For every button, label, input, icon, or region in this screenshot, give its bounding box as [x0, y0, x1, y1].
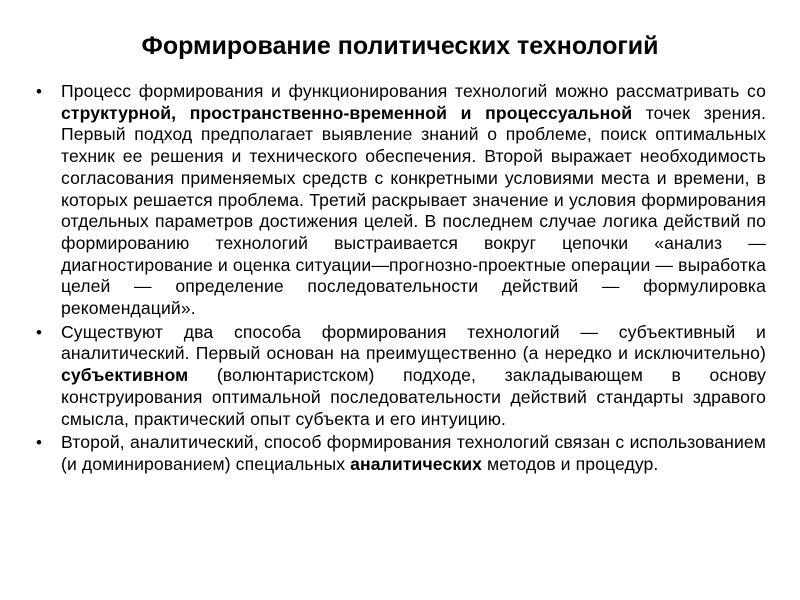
bullet-marker-icon: • [36, 322, 43, 342]
bullet-text-segment: Процесс формирования и функционирования технологий можно рассматривать со [61, 81, 766, 101]
bullet-text-segment: Существуют два способа формирования технологий — субъективный и аналитический. Первый основан на преимущественно (а нередко и исключительно) [61, 321, 766, 364]
bullet-text-segment: точек зрения. Первый подход предполагает выявление знаний о проблеме, поиск оптимальных техник ее решения и технического обеспечения. Второй выражает необходимость согласования применяемых средств с конкретными условиями места и времени, в которых решается проблема. Третий раскрывает значение и условия формирования отдельных параметров достижения целей. В последнем случае логика действий по формированию технологий выстраивается вокруг цепочки «анализ — диагностирование и оценка ситуации—прогнозно-проектные операции — выработка целей — определение последовательности действий — формулировка рекомендаций». [61, 102, 766, 319]
bullet-item [36, 432, 766, 475]
bullet-item [36, 81, 766, 320]
bullet-item [36, 322, 766, 431]
bullet-bold-segment: аналитических [350, 453, 483, 474]
bullet-text-segment: Второй, аналитический, способ формирования технологий связан с использованием (и доминированием) специальных [61, 432, 766, 474]
slide-title: Формирование политических технологий [141, 32, 659, 60]
bullet-text-segment: методов и процедур. [482, 453, 659, 474]
bullet-list [36, 81, 766, 478]
bullet-marker-icon: • [36, 433, 43, 453]
bullet-bold-segment: субъективном [61, 365, 189, 386]
bullet-text-segment: (волюнтаристском) подходе, закладывающем в основу конструирования оптимальной последовательности действий стандарты здравого смысла, практический опыт субъекта и его интуицию. [61, 365, 766, 429]
bullet-bold-segment: структурной, пространственно-временной и процессуальной [61, 102, 633, 123]
bullet-marker-icon: • [36, 82, 43, 101]
